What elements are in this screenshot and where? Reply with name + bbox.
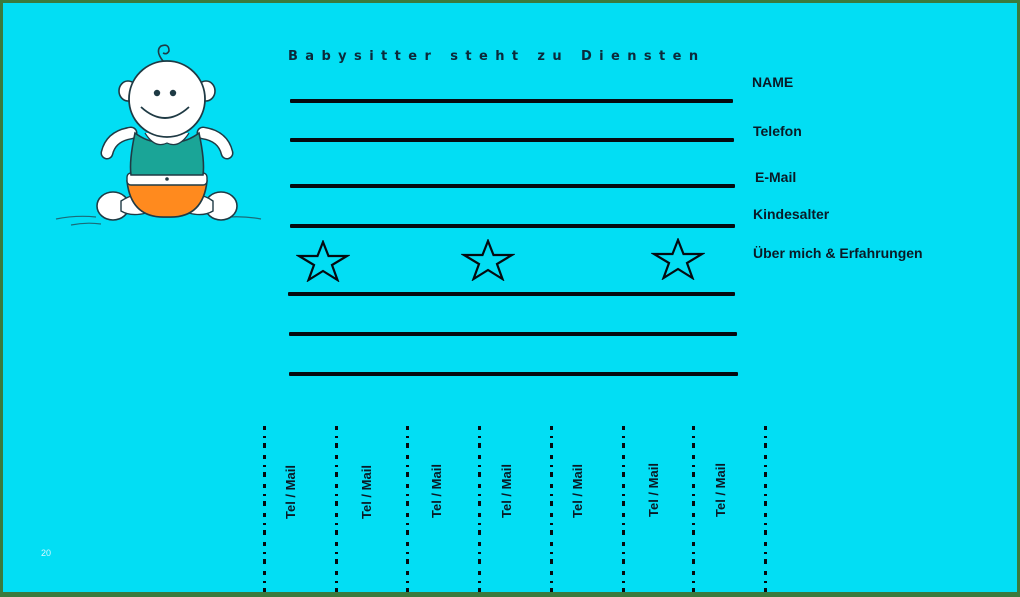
tear-off-tab-7[interactable]: Tel / Mail [713, 463, 728, 517]
tear-off-tab-2[interactable]: Tel / Mail [359, 465, 374, 519]
field-label-name: NAME [752, 74, 794, 90]
perforation-line [621, 426, 626, 592]
perforation-line [691, 426, 696, 592]
tear-off-tab-1[interactable]: Tel / Mail [283, 465, 298, 519]
baby-illustration-icon [51, 41, 266, 231]
tear-off-tab-3[interactable]: Tel / Mail [429, 464, 444, 518]
perforation-line [405, 426, 410, 592]
page-number: 20 [41, 548, 52, 558]
kindesalter-line[interactable] [290, 224, 735, 228]
perforation-line [334, 426, 339, 592]
perforation-line [763, 426, 768, 592]
about-line-1[interactable] [288, 292, 735, 296]
perforation-line [262, 426, 267, 592]
tear-off-tab-6[interactable]: Tel / Mail [646, 463, 661, 517]
telefon-line[interactable] [290, 138, 734, 142]
star-outline-icon [461, 239, 515, 281]
field-label-about: Über mich & Erfahrungen [753, 245, 923, 261]
about-line-2[interactable] [289, 332, 737, 336]
star-outline-icon [651, 238, 705, 280]
name-line[interactable] [290, 99, 733, 103]
star-outline-icon [296, 240, 350, 282]
babysitter-flyer-card [3, 3, 1017, 592]
about-line-3[interactable] [289, 372, 738, 376]
email-line[interactable] [290, 184, 735, 188]
field-label-email: E-Mail [755, 169, 797, 185]
perforation-line [477, 426, 482, 592]
field-label-telefon: Telefon [753, 123, 802, 139]
tear-off-tab-5[interactable]: Tel / Mail [570, 464, 585, 518]
perforation-line [549, 426, 554, 592]
tear-off-tab-4[interactable]: Tel / Mail [499, 464, 514, 518]
field-label-kindesalter: Kindesalter [753, 206, 830, 222]
flyer-title: Babysitter steht zu Diensten [288, 49, 706, 64]
